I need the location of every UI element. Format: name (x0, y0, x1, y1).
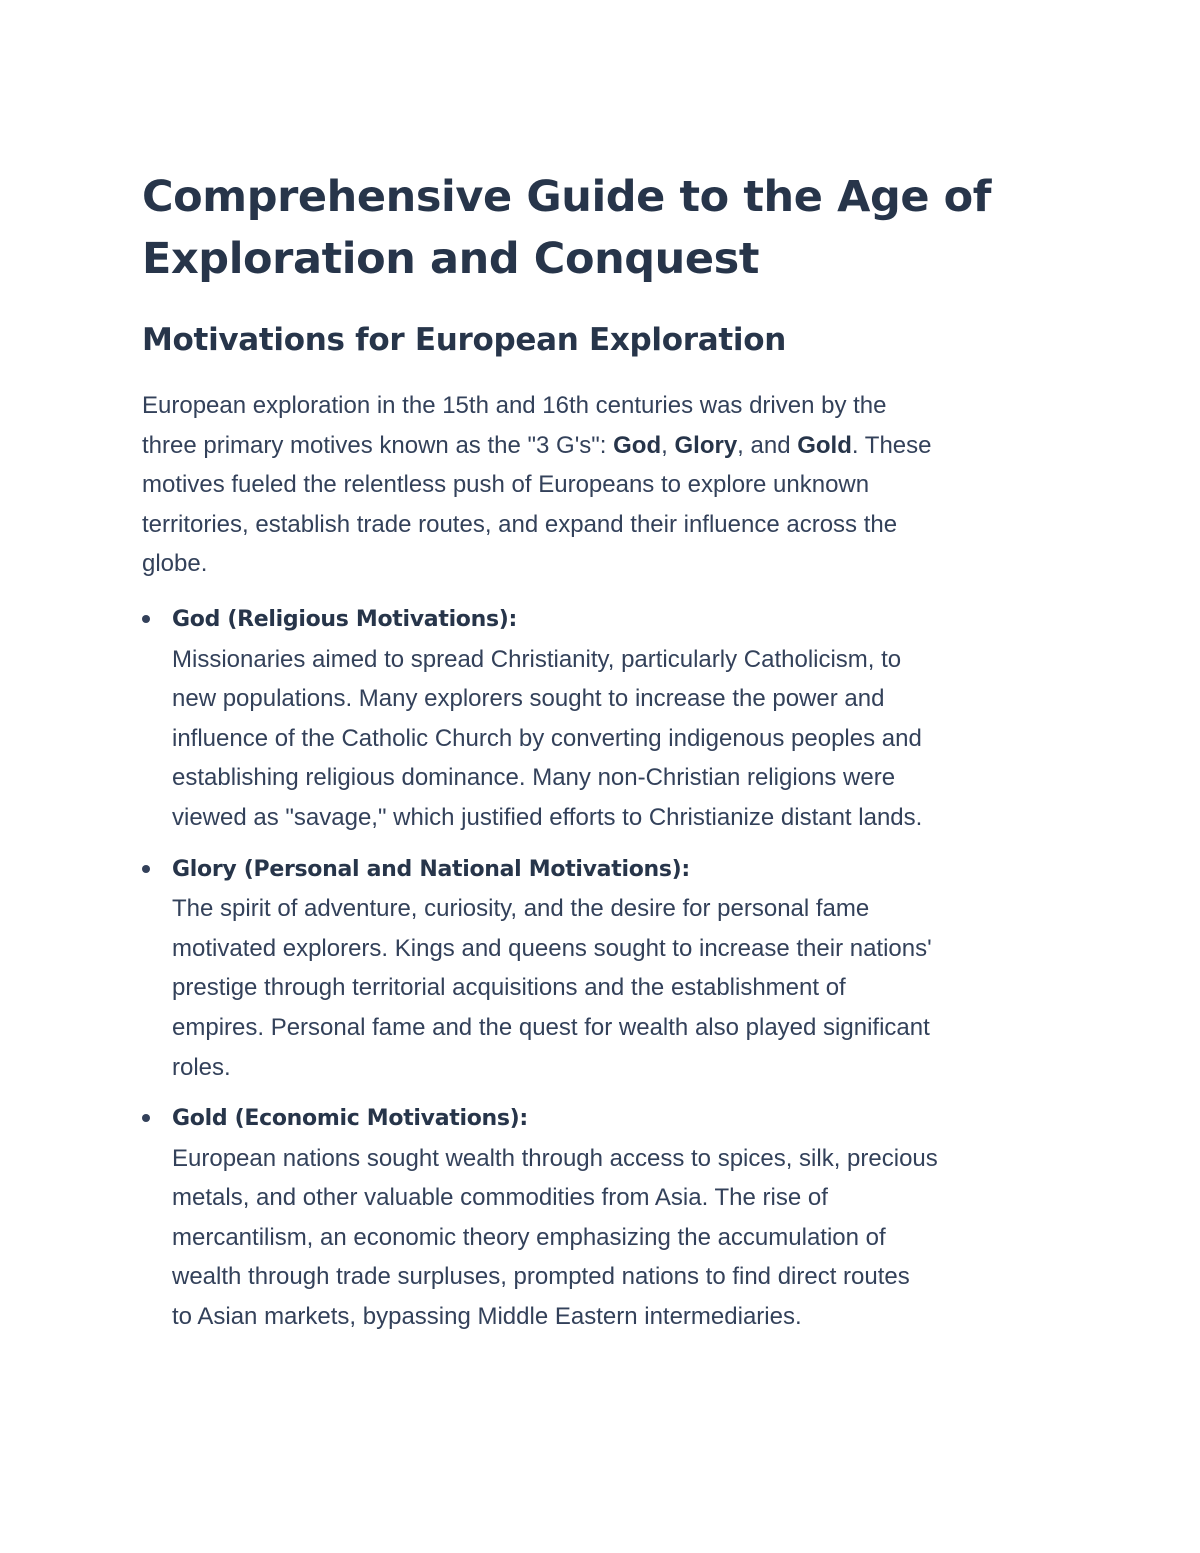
list-item (142, 850, 1057, 1088)
bullet-dot-icon (142, 865, 150, 873)
motives-list (142, 600, 1057, 1337)
intro-glory: Glory (674, 431, 738, 459)
list-item-title: Glory (Personal and National Motivations): (172, 856, 690, 882)
intro-sep-2: , and (737, 431, 798, 459)
intro-god: God (613, 431, 662, 459)
page-title (142, 166, 1057, 290)
list-item (142, 1099, 1057, 1337)
list-item-title: God (Religious Motivations): (172, 606, 518, 632)
intro-text-b: . These motives fueled the relentless push of Europeans to explore unknown territories, establish trade routes, and expand their influence across the globe. (142, 431, 932, 578)
list-item (142, 600, 1057, 838)
intro-text-a: European exploration in the 15th and 16th centuries was driven by the three primary motives known as the "3 G's": (142, 392, 887, 459)
bullet-dot-icon (142, 1114, 150, 1122)
list-item-title: Gold (Economic Motivations): (172, 1106, 528, 1132)
list-item-body: European nations sought wealth through access to spices, silk, precious metals, and other valuable commodities from Asia. The rise of mercantilism, an economic theory emphasizing the accumulation of wealth through trade surpluses, prompted nations to find direct routes to Asian markets, bypassing Middle Eastern intermediaries. (172, 1144, 938, 1331)
intro-paragraph (142, 386, 1057, 584)
bullet-dot-icon (142, 615, 150, 623)
section-heading: Motivations for European Exploration (142, 322, 786, 358)
page-title-line-2: Exploration and Conquest (142, 234, 760, 284)
list-item-body: Missionaries aimed to spread Christianity, particularly Catholicism, to new populations. Many explorers sought to increase the power and influence of the Catholic Church by converting indigenous peoples and establishing religious dominance. Many non-Christian religions were viewed as "savage," which justified efforts to Christianize distant lands. (172, 645, 923, 831)
list-item-body: The spirit of adventure, curiosity, and the desire for personal fame motivated explorers. Kings and queens sought to increase their nations' prestige through territorial acquisitions and the establishment of empires. Personal fame and the quest for wealth also played significant roles. (172, 895, 932, 1081)
page-title-line-1: Comprehensive Guide to the Age of (142, 172, 992, 222)
intro-sep-1: , (661, 431, 675, 459)
document-page (142, 166, 1057, 1349)
intro-gold: Gold (797, 431, 852, 459)
